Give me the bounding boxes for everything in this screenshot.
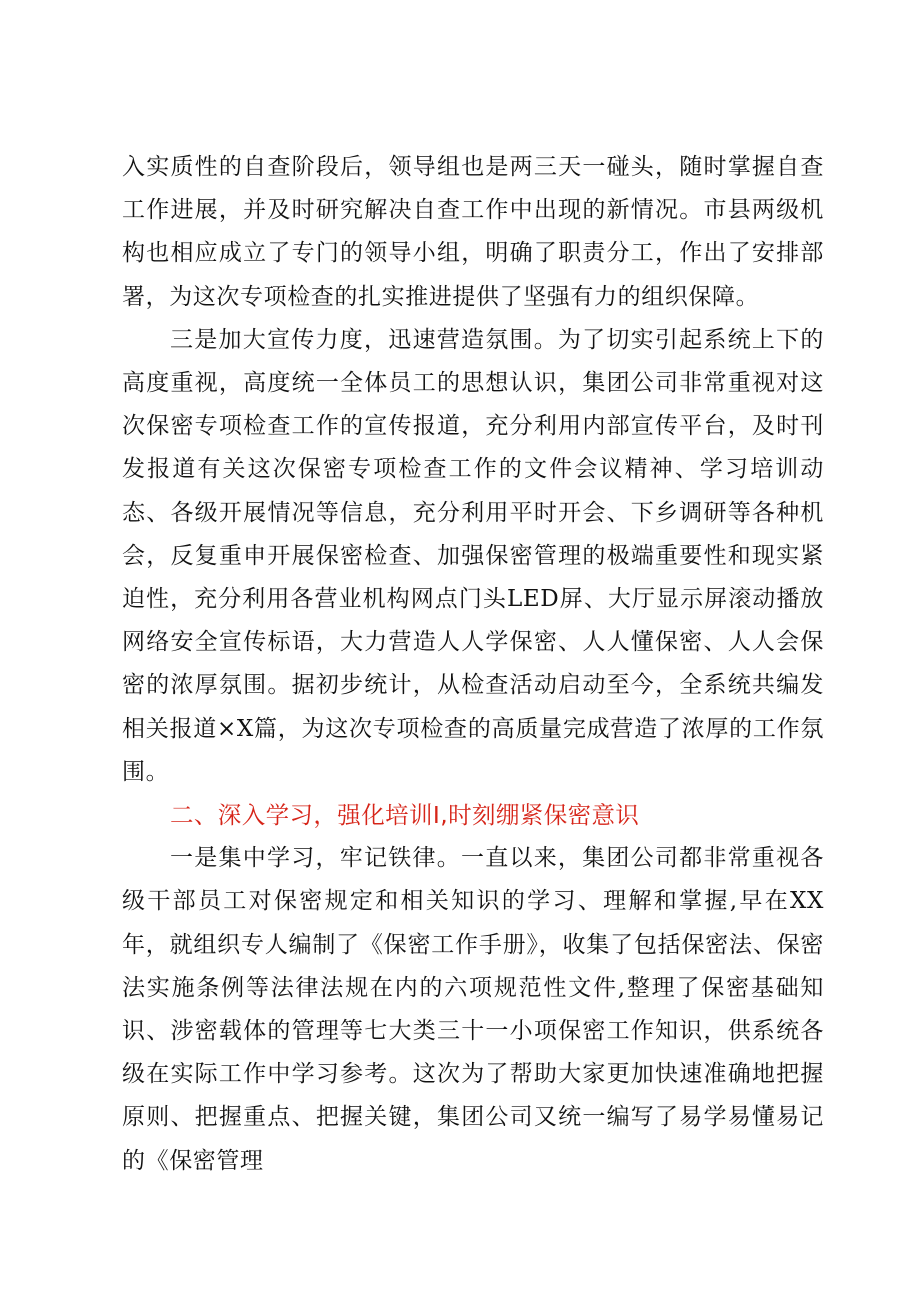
document-body — [122, 146, 824, 1183]
paragraph-organization-guarantee: 入实质性的自查阶段后，领导组也是两三天一碰头，随时掌握自查工作进展，并及时研究解决自查工作中出现的新情况。市县两级机构也相应成立了专门的领导小组，明确了职责分工，作出了安排部署，为这次专项检查的扎实推进提供了坚强有力的组织保障。 — [122, 154, 824, 310]
paragraph-publicity: 三是加大宣传力度，迅速营造氛围。为了切实引起系统上下的高度重视，高度统一全体员工的思想认识，集团公司非常重视对这次保密专项检查工作的宣传报道，充分利用内部宣传平台，及时刊发报道有关这次保密专项检查工作的文件会议精神、学习培训动态、各级开展情况等信息，充分利用平时开会、下乡调研等各种机会，反复重申开展保密检查、加强保密管理的极端重要性和现实紧迫性，充分利用各营业机构网点门头LED屏、大厅显示屏滚动播放网络安全宣传标语，大力营造人人学保密、人人懂保密、人人会保密的浓厚氛围。据初步统计，从检查活动启动至今，全系统共编发相关报道×X篇，为这次专项检查的高质量完成营造了浓厚的工作氛围。 — [122, 326, 824, 785]
section-heading-2: 二、深入学习，强化培训I,时刻绷紧保密意识 — [170, 801, 640, 830]
paragraph-centralized-study: 一是集中学习，牢记铁律。一直以来，集团公司都非常重视各级干部员工对保密规定和相关知识的学习、理解和掌握,早在XX年，就组织专人编制了《保密工作手册》，收集了包括保密法、保密法实施条例等法律法规在内的六项规范性文件,整理了保密基础知识、涉密载体的管理等七大类三十一小项保密工作知识，供系统各级在实际工作中学习参考。这次为了帮助大家更加快速准确地把握原则、把握重点、把握关键，集团公司又统一编写了易学易懂易记的《保密管理 — [122, 845, 824, 1174]
